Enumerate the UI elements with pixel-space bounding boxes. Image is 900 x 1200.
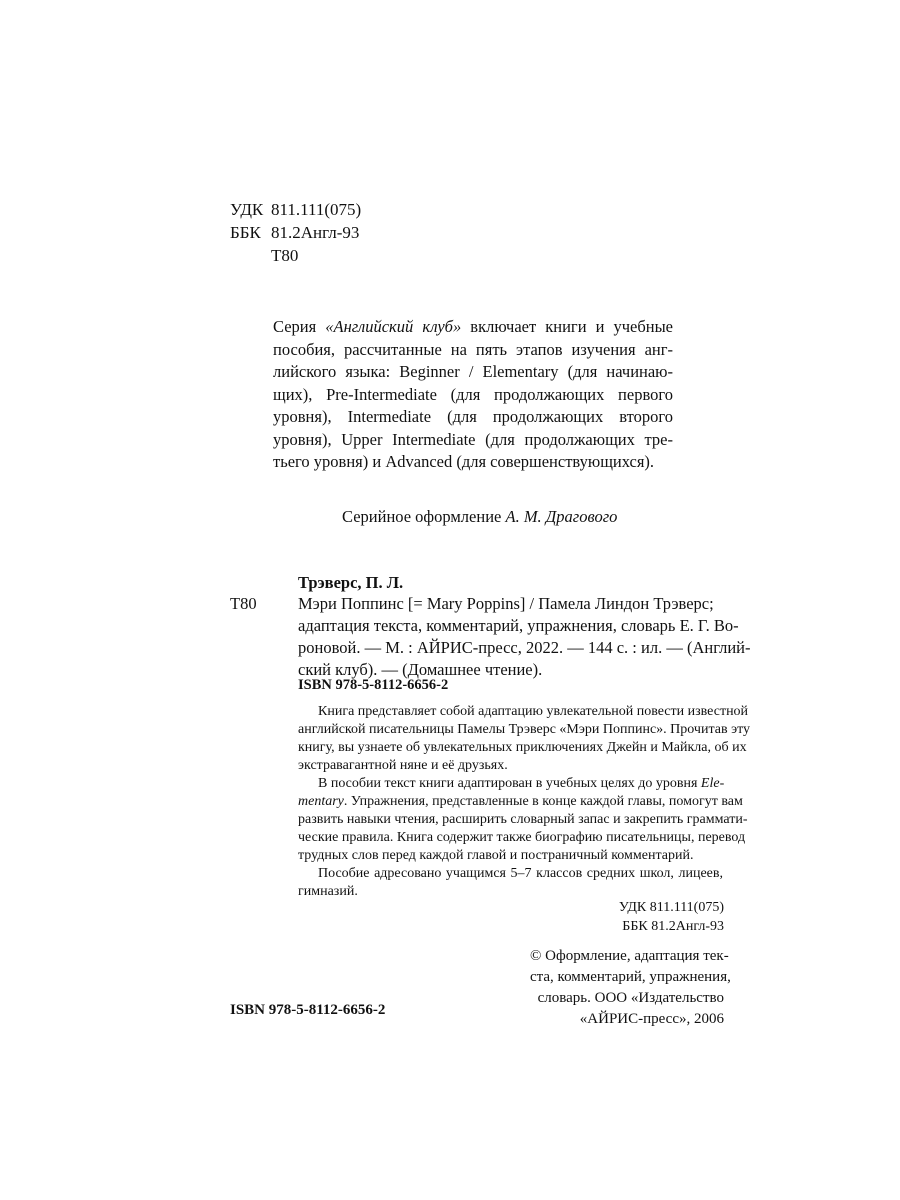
author-mark: Т80 — [271, 246, 299, 265]
udk-row — [230, 198, 361, 222]
annotation-udk: УДК 811.111(075) — [618, 900, 724, 915]
annotation-line: В пособии текст книги адаптирован в учебных целях до уровня Ele- — [318, 776, 725, 791]
copyright-line: словарь. ООО «Издательство — [537, 990, 724, 1006]
catalog-line-2: адаптация текста, комментарий, упражнения, словарь Е. Г. Во- — [298, 616, 739, 635]
catalog-author: Трэверс, П. Л. — [298, 573, 404, 592]
series-line-5: уровня), Intermediate (для продолжающих второго — [273, 407, 673, 426]
catalog-isbn: ISBN 978-5-8112-6656-2 — [298, 677, 449, 693]
series-line-7: тьего уровня) и Advanced (для совершенствующихся). — [273, 452, 655, 471]
udk-value: 811.111(075) — [271, 200, 362, 219]
series-line-2: пособия, рассчитанные на пять этапов изучения анг- — [273, 339, 673, 359]
annotation-line: Книга представляет собой адаптацию увлекательной повести известной — [318, 704, 749, 719]
bbk-row — [230, 221, 359, 245]
annotation-line: ческие правила. Книга содержит также биографию писательницы, перевод — [298, 830, 746, 845]
udk-label: УДК — [230, 200, 264, 219]
annotation-line: трудных слов перед каждой главой и постраничный комментарий. — [298, 848, 694, 863]
series-designer: А. М. Драгового — [505, 507, 618, 526]
series-description — [273, 316, 673, 474]
annotation — [298, 703, 751, 901]
series-name: «Английский клуб» — [325, 317, 462, 336]
copyright-notice — [530, 946, 731, 1030]
catalog-code: Т80 — [230, 594, 257, 613]
catalog-line-1: Мэри Поппинс [= Mary Poppins] / Памела Линдон Трэверс; — [298, 594, 714, 613]
annotation-line: развить навыки чтения, расширить словарный запас и закрепить граммати- — [298, 812, 748, 827]
isbn-bottom: ISBN 978-5-8112-6656-2 — [230, 1002, 386, 1018]
series-line-6: уровня), Upper Intermediate (для продолжающих тре- — [273, 429, 673, 449]
annotation-line: книгу, вы узнаете об увлекательных приключениях Джейн и Майкла, об их — [298, 740, 747, 755]
series-design — [342, 506, 617, 528]
series-line-3: лийского языка: Beginner / Elementary (для начинаю- — [273, 362, 673, 381]
catalog-line-4: ский клуб). — (Домашнее чтение). — [298, 660, 543, 679]
author-mark-row — [230, 244, 298, 268]
catalog-card — [298, 593, 751, 681]
annotation-line: mentary. Упражнения, представленные в конце каждой главы, помогут вам — [298, 794, 743, 809]
bbk-value: 81.2Англ-93 — [271, 223, 360, 242]
annotation-line: гимназий. — [298, 884, 358, 899]
series-line-4: щих), Pre-Intermediate (для продолжающих первого — [273, 384, 673, 404]
bbk-label: ББК — [230, 223, 261, 242]
copyright-line: ста, комментарий, упражнения, — [530, 969, 731, 985]
series-design-prefix: Серийное оформление — [342, 507, 506, 526]
series-line-1: Серия «Английский клуб» включает книги и учебные — [273, 317, 673, 336]
annotation-line: экстравагантной няне и её друзьях. — [298, 758, 508, 773]
annotation-bbk: ББК 81.2Англ-93 — [622, 919, 724, 934]
copyright-line: «АЙРИС-пресс», 2006 — [579, 1011, 724, 1027]
catalog-line-3: роновой. — М. : АЙРИС-пресс, 2022. — 144 с. : ил. — (Англий- — [298, 638, 751, 657]
annotation-line: английской писательницы Памелы Трэверс «Мэри Поппинс». Прочитав эту — [298, 722, 751, 737]
annotation-line: Пособие адресовано учащимся 5–7 классов средних школ, лицеев, — [318, 866, 723, 881]
copyright-line: © Оформление, адаптация тек- — [530, 948, 729, 964]
